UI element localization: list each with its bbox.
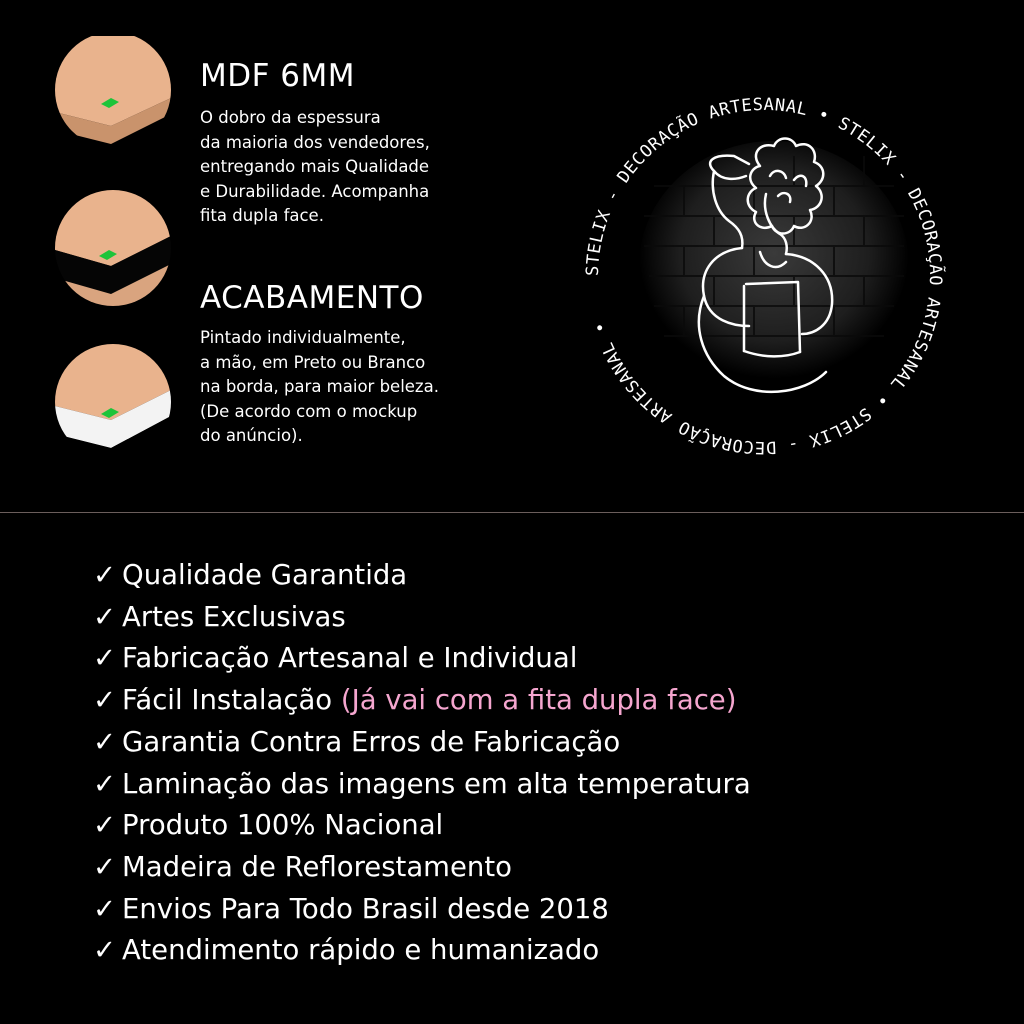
- feature-text: Fabricação Artesanal e Individual: [122, 642, 578, 675]
- finish-title: ACABAMENTO: [200, 280, 424, 316]
- check-icon: ✓: [93, 850, 117, 883]
- feature-item: [93, 638, 751, 680]
- feature-text: Fácil Instalação: [122, 684, 341, 717]
- mdf-black-edge-sample-image: [55, 190, 171, 306]
- feature-item: [93, 889, 751, 931]
- check-icon: ✓: [93, 767, 117, 800]
- check-icon: ✓: [93, 934, 117, 967]
- feature-note: (Já vai com a fita dupla face): [340, 684, 737, 717]
- feature-text: Envios Para Todo Brasil desde 2018: [122, 892, 609, 925]
- check-icon: ✓: [93, 892, 117, 925]
- mdf-white-edge-sample-image: [55, 344, 171, 460]
- seal-ring-text: STELIX - DECORAÇÃO ARTESANAL • STELIX - DECORAÇÃO ARTESANAL • STELIX - DECORAÇÃO ARTESANAL •: [582, 94, 946, 458]
- feature-item: [93, 722, 751, 764]
- feature-text: Produto 100% Nacional: [122, 809, 444, 842]
- check-icon: ✓: [93, 642, 117, 675]
- section-divider: [0, 512, 1024, 513]
- check-icon: ✓: [93, 559, 117, 591]
- feature-text: Qualidade Garantida: [122, 559, 408, 591]
- finish-description: Pintado individualmente, a mão, em Preto ou Branco na borda, para maior beleza. (De acordo com o mockup do anúncio).: [200, 328, 439, 445]
- brand-seal: [564, 76, 964, 476]
- mdf-title: MDF 6MM: [200, 58, 356, 94]
- check-icon: ✓: [93, 684, 117, 717]
- feature-item: [93, 805, 751, 847]
- feature-item: [93, 680, 751, 722]
- feature-item: [93, 930, 751, 972]
- feature-text: Madeira de Reflorestamento: [122, 850, 512, 883]
- check-icon: ✓: [93, 809, 117, 842]
- check-icon: ✓: [93, 725, 117, 758]
- feature-item: [93, 847, 751, 889]
- feature-item: [93, 764, 751, 806]
- feature-text: Artes Exclusivas: [122, 600, 346, 633]
- features-list: [93, 555, 751, 972]
- feature-text: Garantia Contra Erros de Fabricação: [122, 725, 621, 758]
- feature-text: Laminação das imagens em alta temperatura: [122, 767, 751, 800]
- feature-text: Atendimento rápido e humanizado: [122, 934, 600, 967]
- feature-item: [93, 597, 751, 639]
- mdf-description: O dobro da espessura da maioria dos vendedores, entregando mais Qualidade e Durabilidade. Acompanha fita dupla face.: [200, 108, 430, 225]
- feature-item: [93, 555, 751, 597]
- mdf-raw-sample-image: [55, 32, 171, 148]
- check-icon: ✓: [93, 600, 117, 633]
